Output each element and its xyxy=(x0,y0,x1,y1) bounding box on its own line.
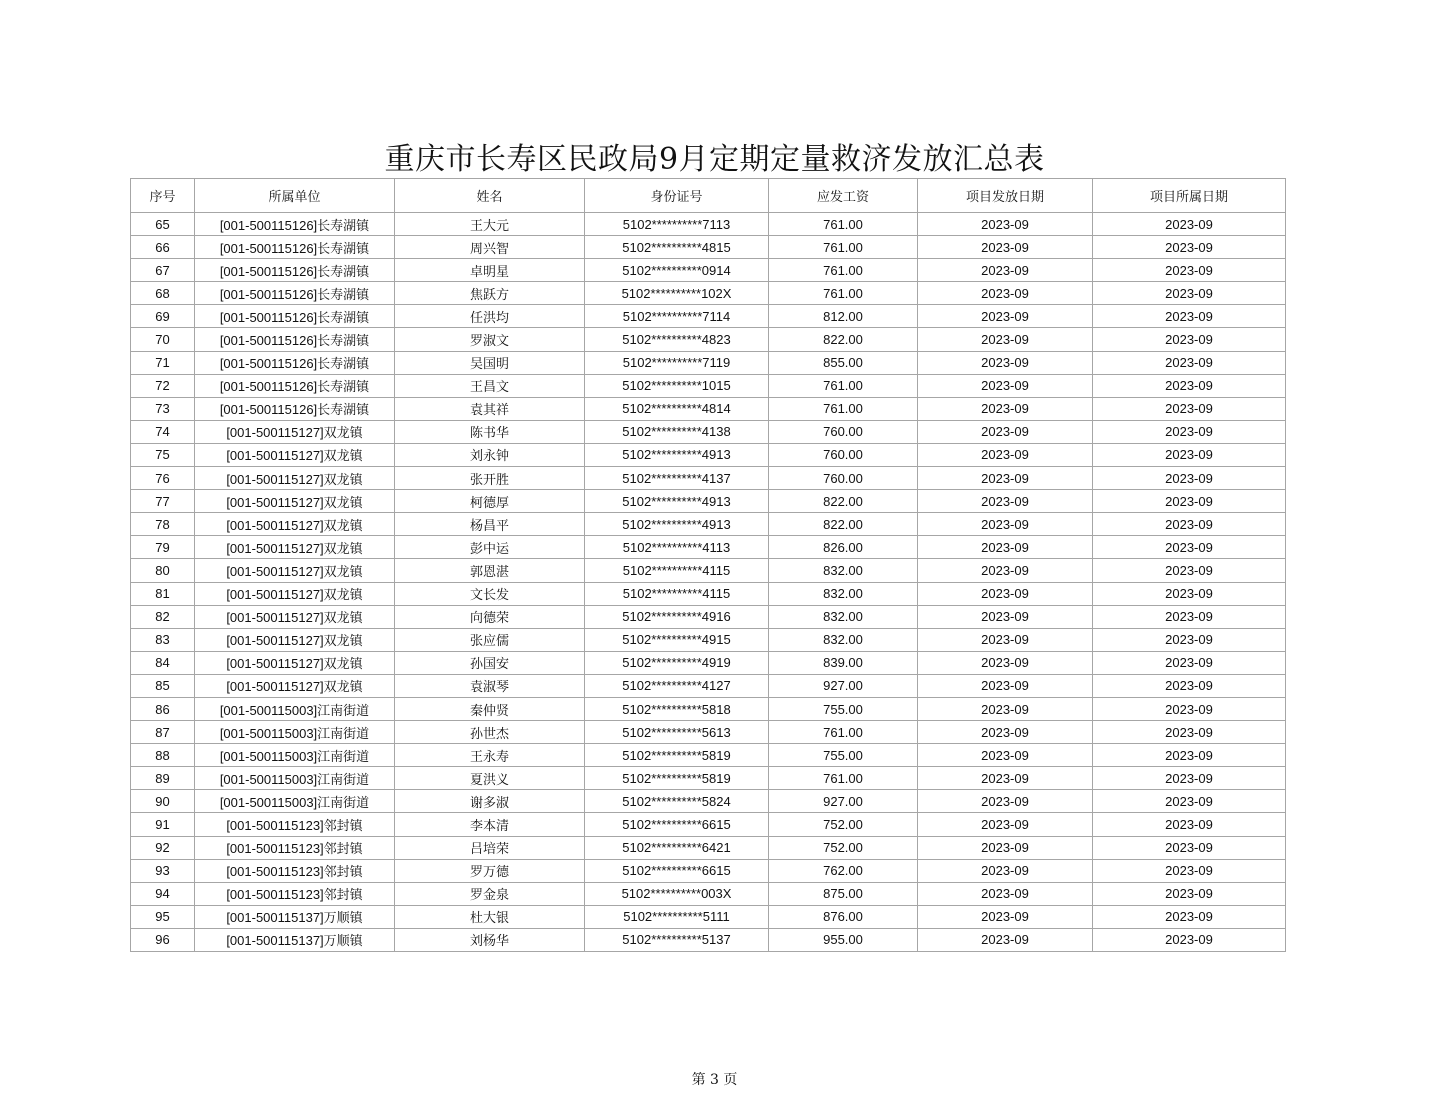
cell-period-date: 2023-09 xyxy=(1093,328,1286,351)
cell-amount: 875.00 xyxy=(769,882,918,905)
col-header-amount: 应发工资 xyxy=(769,179,918,213)
cell-issue-date: 2023-09 xyxy=(918,351,1093,374)
cell-period-date: 2023-09 xyxy=(1093,513,1286,536)
cell-issue-date: 2023-09 xyxy=(918,628,1093,651)
table-body xyxy=(131,213,1286,952)
cell-period-date: 2023-09 xyxy=(1093,674,1286,697)
cell-amount: 822.00 xyxy=(769,328,918,351)
col-header-serial: 序号 xyxy=(131,179,195,213)
cell-id-number: 5102**********4915 xyxy=(585,628,769,651)
cell-amount: 876.00 xyxy=(769,905,918,928)
cell-unit: [001-500115127]双龙镇 xyxy=(195,536,395,559)
cell-amount: 826.00 xyxy=(769,536,918,559)
cell-period-date: 2023-09 xyxy=(1093,628,1286,651)
cell-issue-date: 2023-09 xyxy=(918,767,1093,790)
cell-amount: 752.00 xyxy=(769,836,918,859)
table-row xyxy=(131,328,1286,351)
cell-name: 周兴智 xyxy=(395,236,585,259)
table-row xyxy=(131,905,1286,928)
cell-serial: 72 xyxy=(131,374,195,397)
cell-name: 王昌文 xyxy=(395,374,585,397)
cell-id-number: 5102**********4115 xyxy=(585,582,769,605)
col-header-period-date: 项目所属日期 xyxy=(1093,179,1286,213)
cell-unit: [001-500115126]长寿湖镇 xyxy=(195,397,395,420)
cell-amount: 760.00 xyxy=(769,467,918,490)
cell-issue-date: 2023-09 xyxy=(918,928,1093,951)
cell-amount: 761.00 xyxy=(769,259,918,282)
cell-serial: 84 xyxy=(131,651,195,674)
table-row xyxy=(131,836,1286,859)
cell-issue-date: 2023-09 xyxy=(918,744,1093,767)
cell-unit: [001-500115126]长寿湖镇 xyxy=(195,282,395,305)
cell-name: 谢多淑 xyxy=(395,790,585,813)
cell-unit: [001-500115126]长寿湖镇 xyxy=(195,374,395,397)
cell-period-date: 2023-09 xyxy=(1093,559,1286,582)
cell-issue-date: 2023-09 xyxy=(918,674,1093,697)
cell-serial: 67 xyxy=(131,259,195,282)
cell-id-number: 5102**********4913 xyxy=(585,490,769,513)
cell-period-date: 2023-09 xyxy=(1093,836,1286,859)
cell-id-number: 5102**********4913 xyxy=(585,513,769,536)
cell-amount: 752.00 xyxy=(769,813,918,836)
cell-id-number: 5102**********5111 xyxy=(585,905,769,928)
cell-amount: 832.00 xyxy=(769,582,918,605)
cell-issue-date: 2023-09 xyxy=(918,236,1093,259)
cell-unit: [001-500115127]双龙镇 xyxy=(195,420,395,443)
cell-period-date: 2023-09 xyxy=(1093,305,1286,328)
cell-amount: 955.00 xyxy=(769,928,918,951)
cell-unit: [001-500115003]江南街道 xyxy=(195,744,395,767)
table-row xyxy=(131,674,1286,697)
cell-name: 杜大银 xyxy=(395,905,585,928)
cell-serial: 93 xyxy=(131,859,195,882)
cell-name: 卓明星 xyxy=(395,259,585,282)
cell-id-number: 5102**********4823 xyxy=(585,328,769,351)
cell-unit: [001-500115126]长寿湖镇 xyxy=(195,213,395,236)
cell-period-date: 2023-09 xyxy=(1093,259,1286,282)
cell-unit: [001-500115126]长寿湖镇 xyxy=(195,305,395,328)
cell-unit: [001-500115127]双龙镇 xyxy=(195,674,395,697)
table-row xyxy=(131,651,1286,674)
cell-unit: [001-500115127]双龙镇 xyxy=(195,513,395,536)
cell-serial: 80 xyxy=(131,559,195,582)
cell-name: 吴国明 xyxy=(395,351,585,374)
cell-amount: 832.00 xyxy=(769,605,918,628)
table-row xyxy=(131,213,1286,236)
cell-period-date: 2023-09 xyxy=(1093,651,1286,674)
cell-id-number: 5102**********1015 xyxy=(585,374,769,397)
cell-id-number: 5102**********4815 xyxy=(585,236,769,259)
cell-amount: 832.00 xyxy=(769,628,918,651)
table-row xyxy=(131,443,1286,466)
cell-period-date: 2023-09 xyxy=(1093,397,1286,420)
table-row xyxy=(131,582,1286,605)
cell-serial: 74 xyxy=(131,420,195,443)
cell-id-number: 5102**********5824 xyxy=(585,790,769,813)
cell-id-number: 5102**********003X xyxy=(585,882,769,905)
cell-serial: 76 xyxy=(131,467,195,490)
cell-serial: 69 xyxy=(131,305,195,328)
col-header-name: 姓名 xyxy=(395,179,585,213)
cell-id-number: 5102**********5819 xyxy=(585,744,769,767)
cell-name: 张应儒 xyxy=(395,628,585,651)
cell-name: 夏洪义 xyxy=(395,767,585,790)
cell-serial: 96 xyxy=(131,928,195,951)
table-row xyxy=(131,467,1286,490)
cell-issue-date: 2023-09 xyxy=(918,513,1093,536)
cell-unit: [001-500115127]双龙镇 xyxy=(195,605,395,628)
cell-serial: 68 xyxy=(131,282,195,305)
table-row xyxy=(131,351,1286,374)
cell-period-date: 2023-09 xyxy=(1093,882,1286,905)
cell-id-number: 5102**********5613 xyxy=(585,721,769,744)
cell-unit: [001-500115003]江南街道 xyxy=(195,721,395,744)
cell-unit: [001-500115127]双龙镇 xyxy=(195,582,395,605)
table-row xyxy=(131,490,1286,513)
cell-id-number: 5102**********102X xyxy=(585,282,769,305)
cell-issue-date: 2023-09 xyxy=(918,374,1093,397)
cell-serial: 77 xyxy=(131,490,195,513)
cell-serial: 90 xyxy=(131,790,195,813)
cell-unit: [001-500115127]双龙镇 xyxy=(195,443,395,466)
cell-issue-date: 2023-09 xyxy=(918,536,1093,559)
cell-name: 罗淑文 xyxy=(395,328,585,351)
cell-unit: [001-500115003]江南街道 xyxy=(195,697,395,720)
cell-name: 杨昌平 xyxy=(395,513,585,536)
cell-unit: [001-500115126]长寿湖镇 xyxy=(195,259,395,282)
cell-issue-date: 2023-09 xyxy=(918,790,1093,813)
cell-amount: 762.00 xyxy=(769,859,918,882)
cell-amount: 927.00 xyxy=(769,674,918,697)
cell-period-date: 2023-09 xyxy=(1093,813,1286,836)
table-row xyxy=(131,744,1286,767)
cell-serial: 81 xyxy=(131,582,195,605)
page-title: 重庆市长寿区民政局9月定期定量救济发放汇总表 xyxy=(384,142,1045,177)
cell-period-date: 2023-09 xyxy=(1093,467,1286,490)
cell-issue-date: 2023-09 xyxy=(918,397,1093,420)
cell-name: 文长发 xyxy=(395,582,585,605)
table-row xyxy=(131,236,1286,259)
cell-issue-date: 2023-09 xyxy=(918,697,1093,720)
cell-issue-date: 2023-09 xyxy=(918,259,1093,282)
cell-serial: 88 xyxy=(131,744,195,767)
cell-unit: [001-500115137]万顺镇 xyxy=(195,928,395,951)
cell-unit: [001-500115003]江南街道 xyxy=(195,790,395,813)
table-row xyxy=(131,697,1286,720)
cell-id-number: 5102**********5818 xyxy=(585,697,769,720)
cell-amount: 761.00 xyxy=(769,282,918,305)
table-row xyxy=(131,928,1286,951)
cell-unit: [001-500115123]邻封镇 xyxy=(195,859,395,882)
cell-name: 任洪均 xyxy=(395,305,585,328)
cell-unit: [001-500115123]邻封镇 xyxy=(195,836,395,859)
cell-serial: 66 xyxy=(131,236,195,259)
table-row xyxy=(131,374,1286,397)
cell-amount: 761.00 xyxy=(769,236,918,259)
cell-amount: 761.00 xyxy=(769,397,918,420)
cell-period-date: 2023-09 xyxy=(1093,536,1286,559)
cell-name: 陈书华 xyxy=(395,420,585,443)
cell-name: 罗金泉 xyxy=(395,882,585,905)
cell-amount: 761.00 xyxy=(769,767,918,790)
table-row xyxy=(131,305,1286,328)
cell-unit: [001-500115003]江南街道 xyxy=(195,767,395,790)
cell-unit: [001-500115127]双龙镇 xyxy=(195,490,395,513)
cell-serial: 65 xyxy=(131,213,195,236)
cell-id-number: 5102**********6615 xyxy=(585,859,769,882)
cell-id-number: 5102**********4814 xyxy=(585,397,769,420)
cell-unit: [001-500115126]长寿湖镇 xyxy=(195,328,395,351)
cell-amount: 927.00 xyxy=(769,790,918,813)
cell-id-number: 5102**********4913 xyxy=(585,443,769,466)
table-row xyxy=(131,259,1286,282)
cell-issue-date: 2023-09 xyxy=(918,721,1093,744)
cell-issue-date: 2023-09 xyxy=(918,813,1093,836)
cell-unit: [001-500115123]邻封镇 xyxy=(195,813,395,836)
cell-issue-date: 2023-09 xyxy=(918,859,1093,882)
cell-period-date: 2023-09 xyxy=(1093,605,1286,628)
cell-name: 王大元 xyxy=(395,213,585,236)
cell-id-number: 5102**********6615 xyxy=(585,813,769,836)
cell-name: 袁淑琴 xyxy=(395,674,585,697)
cell-id-number: 5102**********7114 xyxy=(585,305,769,328)
cell-serial: 89 xyxy=(131,767,195,790)
page-number: 第 3 页 xyxy=(691,1072,738,1088)
header-row xyxy=(131,179,1286,213)
cell-name: 吕培荣 xyxy=(395,836,585,859)
cell-serial: 71 xyxy=(131,351,195,374)
cell-period-date: 2023-09 xyxy=(1093,236,1286,259)
cell-period-date: 2023-09 xyxy=(1093,767,1286,790)
cell-name: 孙国安 xyxy=(395,651,585,674)
cell-issue-date: 2023-09 xyxy=(918,882,1093,905)
table-row xyxy=(131,767,1286,790)
cell-amount: 822.00 xyxy=(769,513,918,536)
cell-name: 秦仲贤 xyxy=(395,697,585,720)
cell-period-date: 2023-09 xyxy=(1093,351,1286,374)
cell-period-date: 2023-09 xyxy=(1093,928,1286,951)
cell-name: 柯德厚 xyxy=(395,490,585,513)
cell-serial: 70 xyxy=(131,328,195,351)
col-header-unit: 所属单位 xyxy=(195,179,395,213)
cell-serial: 92 xyxy=(131,836,195,859)
cell-unit: [001-500115127]双龙镇 xyxy=(195,628,395,651)
cell-period-date: 2023-09 xyxy=(1093,721,1286,744)
table-row xyxy=(131,282,1286,305)
cell-amount: 839.00 xyxy=(769,651,918,674)
cell-name: 罗万德 xyxy=(395,859,585,882)
cell-issue-date: 2023-09 xyxy=(918,582,1093,605)
table-row xyxy=(131,513,1286,536)
cell-serial: 86 xyxy=(131,697,195,720)
cell-amount: 761.00 xyxy=(769,374,918,397)
cell-name: 向德荣 xyxy=(395,605,585,628)
cell-issue-date: 2023-09 xyxy=(918,651,1093,674)
cell-period-date: 2023-09 xyxy=(1093,374,1286,397)
cell-issue-date: 2023-09 xyxy=(918,605,1093,628)
cell-id-number: 5102**********0914 xyxy=(585,259,769,282)
cell-id-number: 5102**********4113 xyxy=(585,536,769,559)
cell-amount: 822.00 xyxy=(769,490,918,513)
col-header-issue-date: 项目发放日期 xyxy=(918,179,1093,213)
cell-amount: 755.00 xyxy=(769,697,918,720)
cell-amount: 832.00 xyxy=(769,559,918,582)
cell-period-date: 2023-09 xyxy=(1093,744,1286,767)
cell-name: 刘永钟 xyxy=(395,443,585,466)
cell-serial: 91 xyxy=(131,813,195,836)
cell-amount: 812.00 xyxy=(769,305,918,328)
cell-issue-date: 2023-09 xyxy=(918,443,1093,466)
cell-issue-date: 2023-09 xyxy=(918,420,1093,443)
table-row xyxy=(131,605,1286,628)
table-row xyxy=(131,628,1286,651)
cell-unit: [001-500115127]双龙镇 xyxy=(195,559,395,582)
cell-unit: [001-500115127]双龙镇 xyxy=(195,651,395,674)
cell-id-number: 5102**********4919 xyxy=(585,651,769,674)
cell-serial: 79 xyxy=(131,536,195,559)
cell-amount: 761.00 xyxy=(769,213,918,236)
cell-amount: 761.00 xyxy=(769,721,918,744)
cell-id-number: 5102**********7113 xyxy=(585,213,769,236)
cell-id-number: 5102**********7119 xyxy=(585,351,769,374)
cell-serial: 75 xyxy=(131,443,195,466)
cell-period-date: 2023-09 xyxy=(1093,790,1286,813)
cell-id-number: 5102**********4115 xyxy=(585,559,769,582)
cell-period-date: 2023-09 xyxy=(1093,443,1286,466)
col-header-id-number: 身份证号 xyxy=(585,179,769,213)
cell-period-date: 2023-09 xyxy=(1093,697,1286,720)
cell-id-number: 5102**********4137 xyxy=(585,467,769,490)
cell-serial: 85 xyxy=(131,674,195,697)
cell-name: 彭中运 xyxy=(395,536,585,559)
cell-issue-date: 2023-09 xyxy=(918,328,1093,351)
table-row xyxy=(131,397,1286,420)
cell-id-number: 5102**********4127 xyxy=(585,674,769,697)
cell-period-date: 2023-09 xyxy=(1093,905,1286,928)
cell-issue-date: 2023-09 xyxy=(918,282,1093,305)
cell-amount: 760.00 xyxy=(769,420,918,443)
cell-period-date: 2023-09 xyxy=(1093,213,1286,236)
cell-unit: [001-500115126]长寿湖镇 xyxy=(195,236,395,259)
table-row xyxy=(131,559,1286,582)
cell-serial: 82 xyxy=(131,605,195,628)
cell-period-date: 2023-09 xyxy=(1093,490,1286,513)
table-row xyxy=(131,859,1286,882)
cell-issue-date: 2023-09 xyxy=(918,905,1093,928)
cell-unit: [001-500115137]万顺镇 xyxy=(195,905,395,928)
cell-unit: [001-500115123]邻封镇 xyxy=(195,882,395,905)
cell-serial: 73 xyxy=(131,397,195,420)
cell-id-number: 5102**********5137 xyxy=(585,928,769,951)
relief-summary-table xyxy=(130,178,1286,952)
cell-issue-date: 2023-09 xyxy=(918,467,1093,490)
cell-id-number: 5102**********4916 xyxy=(585,605,769,628)
cell-id-number: 5102**********4138 xyxy=(585,420,769,443)
cell-issue-date: 2023-09 xyxy=(918,213,1093,236)
table-row xyxy=(131,420,1286,443)
cell-name: 张开胜 xyxy=(395,467,585,490)
table-row xyxy=(131,790,1286,813)
cell-unit: [001-500115126]长寿湖镇 xyxy=(195,351,395,374)
cell-name: 袁其祥 xyxy=(395,397,585,420)
cell-serial: 94 xyxy=(131,882,195,905)
cell-name: 刘杨华 xyxy=(395,928,585,951)
cell-period-date: 2023-09 xyxy=(1093,282,1286,305)
cell-period-date: 2023-09 xyxy=(1093,582,1286,605)
cell-unit: [001-500115127]双龙镇 xyxy=(195,467,395,490)
cell-name: 王永寿 xyxy=(395,744,585,767)
table-row xyxy=(131,813,1286,836)
cell-name: 孙世杰 xyxy=(395,721,585,744)
cell-issue-date: 2023-09 xyxy=(918,305,1093,328)
cell-amount: 755.00 xyxy=(769,744,918,767)
cell-name: 焦跃方 xyxy=(395,282,585,305)
cell-issue-date: 2023-09 xyxy=(918,490,1093,513)
cell-issue-date: 2023-09 xyxy=(918,836,1093,859)
cell-serial: 83 xyxy=(131,628,195,651)
table-row xyxy=(131,536,1286,559)
cell-amount: 855.00 xyxy=(769,351,918,374)
cell-period-date: 2023-09 xyxy=(1093,859,1286,882)
table-row xyxy=(131,882,1286,905)
cell-amount: 760.00 xyxy=(769,443,918,466)
table-row xyxy=(131,721,1286,744)
cell-name: 李本清 xyxy=(395,813,585,836)
cell-serial: 95 xyxy=(131,905,195,928)
cell-serial: 78 xyxy=(131,513,195,536)
cell-serial: 87 xyxy=(131,721,195,744)
cell-issue-date: 2023-09 xyxy=(918,559,1093,582)
cell-name: 郭恩湛 xyxy=(395,559,585,582)
cell-period-date: 2023-09 xyxy=(1093,420,1286,443)
cell-id-number: 5102**********5819 xyxy=(585,767,769,790)
cell-id-number: 5102**********6421 xyxy=(585,836,769,859)
